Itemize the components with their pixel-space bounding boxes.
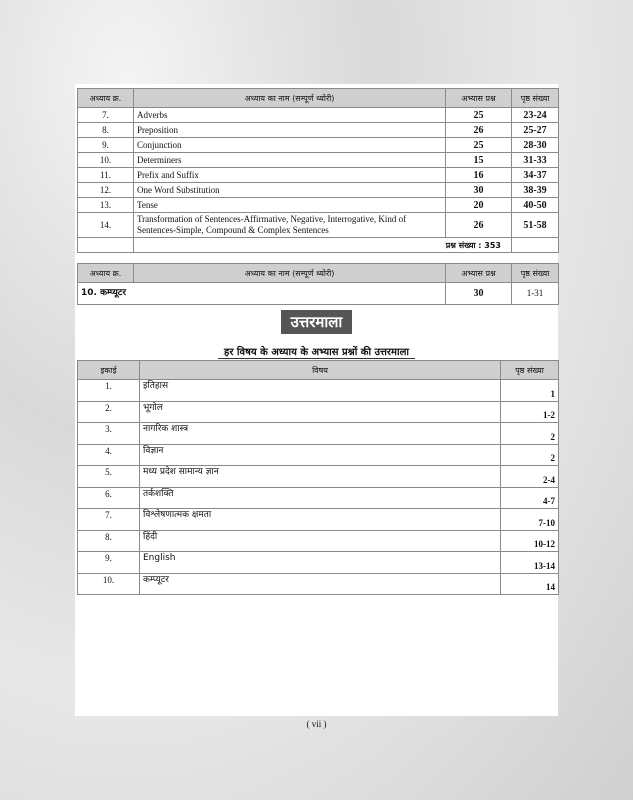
table-header-row (78, 89, 559, 108)
page-range: 34-37 (512, 168, 559, 183)
chapter-number: 10. (78, 153, 134, 168)
page-range: 25-27 (512, 123, 559, 138)
chapter-number: 14. (78, 213, 134, 238)
chapter-name: Preposition (134, 123, 446, 138)
table-row (78, 530, 559, 552)
column-header: पृष्ठ संख्या (501, 361, 559, 380)
page-number: ( vii ) (306, 719, 327, 729)
table-header-row (78, 361, 559, 380)
table-row (78, 444, 559, 466)
unit-number: 1. (78, 380, 140, 402)
unit-number: 8. (78, 530, 140, 552)
chapter-number: 11. (78, 168, 134, 183)
total-row (78, 238, 559, 253)
chapter-name: Transformation of Sentences-Affirmative, Negative, Interrogative, Kind of Sentences-Simple, Compound & Complex Sentences (134, 213, 446, 238)
column-header: अध्याय का नाम (सम्पूर्ण थ्योरी) (134, 89, 446, 108)
table-row (78, 509, 559, 531)
page-range: 28-30 (512, 138, 559, 153)
question-count: 15 (446, 153, 512, 168)
table-row (78, 466, 559, 488)
column-header: इकाई (78, 361, 140, 380)
answer-page-range: 7-10 (501, 509, 559, 531)
table-row (78, 123, 559, 138)
column-header: अभ्यास प्रश्न (446, 89, 512, 108)
answer-key-subtitle-wrap (75, 342, 558, 360)
table-row (78, 401, 559, 423)
answer-page-range: 14 (501, 573, 559, 595)
table-row (78, 552, 559, 574)
answer-page-range: 1-2 (501, 401, 559, 423)
chapter-name: Adverbs (134, 108, 446, 123)
table-row (78, 213, 559, 238)
subject-name: हिंदी (140, 530, 501, 552)
table-row (78, 423, 559, 445)
column-header: पृष्ठ संख्या (512, 264, 559, 283)
unit-number: 7. (78, 509, 140, 531)
table-row (78, 198, 559, 213)
table-row (78, 487, 559, 509)
answer-page-range: 1 (501, 380, 559, 402)
unit-number: 5. (78, 466, 140, 488)
computer-questions: 30 (446, 283, 512, 305)
chapter-name: Conjunction (134, 138, 446, 153)
chapter-name: Determiners (134, 153, 446, 168)
chapter-number: 9. (78, 138, 134, 153)
answer-page-range: 4-7 (501, 487, 559, 509)
document-page (75, 84, 558, 716)
question-count: 26 (446, 123, 512, 138)
subject-name: विज्ञान (140, 444, 501, 466)
computer-table (77, 263, 559, 305)
answer-page-range: 13-14 (501, 552, 559, 574)
total-empty-cell (512, 238, 559, 253)
subject-name: नागरिक शास्त्र (140, 423, 501, 445)
answer-key-subtitle: हर विषय के अध्याय के अभ्यास प्रश्नों की उत्तरमाला (218, 344, 415, 359)
answer-page-range: 2 (501, 444, 559, 466)
column-header: अध्याय क्र. (78, 89, 134, 108)
question-count: 26 (446, 213, 512, 238)
subject-name: कम्प्यूटर (140, 573, 501, 595)
answer-key-title: उत्तरमाला (281, 310, 353, 334)
answer-page-range: 2 (501, 423, 559, 445)
chapter-number: 13. (78, 198, 134, 213)
column-header: अभ्यास प्रश्न (446, 264, 512, 283)
question-count: 30 (446, 183, 512, 198)
computer-chapter-name: 10. कम्प्यूटर (78, 283, 446, 305)
unit-number: 6. (78, 487, 140, 509)
subject-name: इतिहास (140, 380, 501, 402)
column-header: अध्याय क्र. (78, 264, 134, 283)
subject-name: तर्कशक्ति (140, 487, 501, 509)
computer-pages: 1-31 (512, 283, 559, 305)
page-range: 38-39 (512, 183, 559, 198)
subject-name: मध्य प्रदेश सामान्य ज्ञान (140, 466, 501, 488)
page-range: 40-50 (512, 198, 559, 213)
table-row (78, 138, 559, 153)
subject-name: विश्लेषणात्मक क्षमता (140, 509, 501, 531)
answer-key-table (77, 360, 559, 595)
table-row (78, 168, 559, 183)
answer-page-range: 2-4 (501, 466, 559, 488)
answer-key-title-wrap (75, 310, 558, 334)
column-header: अध्याय का नाम (सम्पूर्ण थ्योरी) (134, 264, 446, 283)
question-count: 16 (446, 168, 512, 183)
answer-page-range: 10-12 (501, 530, 559, 552)
chapter-number: 7. (78, 108, 134, 123)
syllabus-table (77, 88, 559, 253)
page-range: 23-24 (512, 108, 559, 123)
total-empty-cell (78, 238, 134, 253)
chapter-name: Tense (134, 198, 446, 213)
unit-number: 4. (78, 444, 140, 466)
unit-number: 3. (78, 423, 140, 445)
table-row (78, 283, 559, 305)
page-range: 31-33 (512, 153, 559, 168)
question-count: 20 (446, 198, 512, 213)
chapter-number: 8. (78, 123, 134, 138)
subject-name: English (140, 552, 501, 574)
question-count: 25 (446, 138, 512, 153)
unit-number: 2. (78, 401, 140, 423)
table-row (78, 183, 559, 198)
chapter-number: 12. (78, 183, 134, 198)
page-range: 51-58 (512, 213, 559, 238)
column-header: पृष्ठ संख्या (512, 89, 559, 108)
chapter-name: Prefix and Suffix (134, 168, 446, 183)
column-header: विषय (140, 361, 501, 380)
table-header-row (78, 264, 559, 283)
unit-number: 10. (78, 573, 140, 595)
table-row (78, 380, 559, 402)
question-count: 25 (446, 108, 512, 123)
unit-number: 9. (78, 552, 140, 574)
table-row (78, 573, 559, 595)
subject-name: भूगोल (140, 401, 501, 423)
chapter-name: One Word Substitution (134, 183, 446, 198)
total-questions: प्रश्न संख्या : 353 (134, 238, 512, 253)
table-row (78, 108, 559, 123)
table-row (78, 153, 559, 168)
